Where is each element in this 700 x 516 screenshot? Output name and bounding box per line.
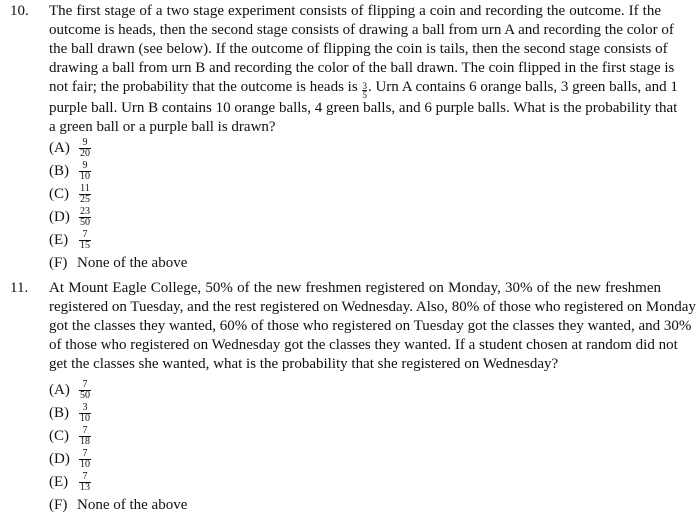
choice-label: (B) [49,162,69,179]
question-line: At Mount Eagle College, 50% of the new freshmen registered on Monday, 30% of the new freshmen [49,280,661,296]
choice-label: (A) [49,381,70,398]
question-line: drawing a ball from urn B and recording the color of the ball drawn. The coin flipped in the first stage is [49,60,675,76]
question-number: 11. [10,280,29,296]
question-line-end: . Urn A contains 6 orange balls, 3 green balls, and 1 [367,79,678,95]
choice-label: (E) [49,231,69,248]
question-line: the ball drawn (see below). If the outcome of flipping the coin is tails, then the second stage consists of [49,41,668,57]
choice-f[interactable] [49,252,187,274]
choice-label: (F) [49,254,68,271]
choice-text: None of the above [77,496,188,513]
choice-label: (E) [49,473,69,490]
choice-label: (D) [49,208,70,225]
choice-label: (C) [49,427,69,444]
fraction-denominator: 5 [362,90,367,100]
fraction-numerator: 7 [82,447,88,459]
choice-fraction [79,161,91,182]
fraction-numerator: 7 [82,378,88,390]
fraction-numerator: 3 [82,401,88,413]
choice-fraction [79,207,91,228]
fraction-denominator: 18 [80,435,90,447]
choice-label: (C) [49,185,69,202]
choice-a[interactable] [49,137,91,159]
choice-fraction [79,449,91,470]
fraction-denominator: 10 [80,412,90,424]
choice-label: (B) [49,404,69,421]
fraction-denominator: 13 [80,481,90,493]
choice-label: (F) [49,496,68,513]
fraction-numerator: 9 [82,159,88,171]
choice-d[interactable] [49,206,91,228]
question-number: 10. [10,3,29,19]
question-line: got the classes they wanted, 60% of those who registered on Tuesday got the classes they wanted, and 30% [49,318,692,334]
fraction-denominator: 10 [80,170,90,182]
fraction-denominator: 15 [80,239,90,251]
fraction-denominator: 50 [80,389,90,401]
choice-fraction [79,138,91,159]
choice-text: None of the above [77,254,188,271]
choice-fraction [79,184,91,205]
question-line: a green ball or a purple ball is drawn? [49,119,276,135]
choice-b[interactable] [49,160,91,182]
choice-b[interactable] [49,402,91,424]
question-line: outcome is heads, then the second stage consists of drawing a ball from urn A and recording the color of [49,22,674,38]
fraction-numerator: 7 [82,470,88,482]
question-line: of those who registered on Wednesday got the classes they wanted. If a student chosen at random did not [49,337,678,353]
question-line: get the classes she wanted, what is the probability that she registered on Wednesday? [49,356,559,372]
fraction-numerator: 7 [82,228,88,240]
fraction-numerator: 3 [362,81,367,91]
question-line: registered on Tuesday, and the rest registered on Wednesday. Also, 80% of those who registered on Monday [49,299,696,315]
question-line-start: not fair; the probability that the outcome is heads is [49,79,362,95]
fraction-numerator: 23 [80,205,90,217]
choice-f[interactable] [49,494,187,516]
choice-c[interactable] [49,425,91,447]
fraction-denominator: 10 [80,458,90,470]
choice-label: (A) [49,139,70,156]
choice-fraction [79,472,91,493]
question-line-with-fraction [49,78,678,100]
choice-c[interactable] [49,183,91,205]
fraction-numerator: 9 [82,136,88,148]
choice-d[interactable] [49,448,91,470]
question-text [49,279,696,374]
fraction-denominator: 50 [80,216,90,228]
question-line: purple ball. Urn B contains 10 orange balls, 4 green balls, and 6 purple balls. What is the probability that [49,100,678,116]
choice-fraction [79,380,91,401]
choice-fraction [79,403,91,424]
heads-probability-fraction [362,82,367,99]
fraction-denominator: 25 [80,193,90,205]
choice-e[interactable] [49,471,91,493]
fraction-numerator: 11 [80,182,90,194]
choice-e[interactable] [49,229,91,251]
choice-label: (D) [49,450,70,467]
choice-a[interactable] [49,379,91,401]
choice-fraction [79,426,91,447]
fraction-denominator: 20 [80,147,90,159]
question-line: The first stage of a two stage experiment consists of flipping a coin and recording the outcome. If the [49,3,661,19]
choice-fraction [79,230,91,251]
fraction-numerator: 7 [82,424,88,436]
question-text [49,2,678,137]
